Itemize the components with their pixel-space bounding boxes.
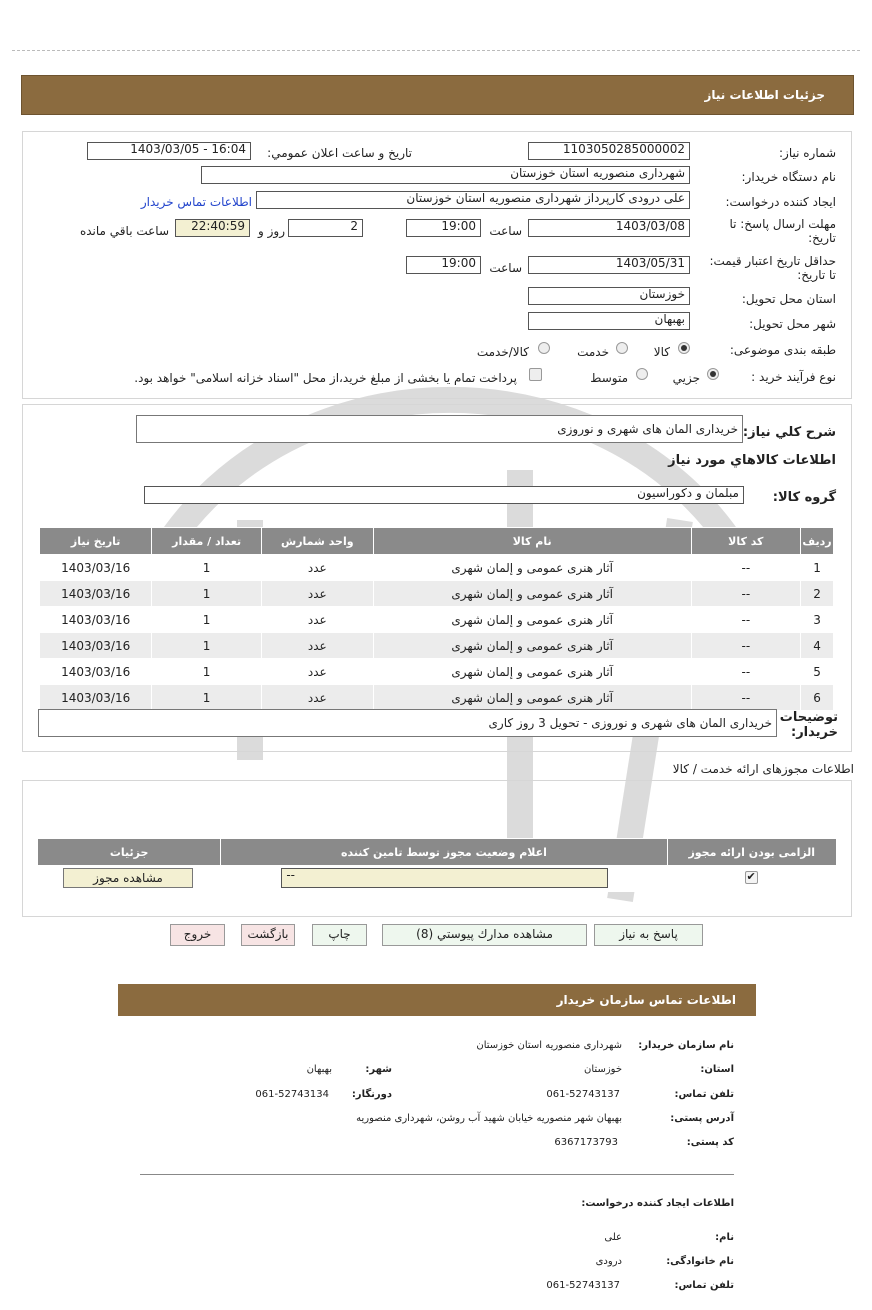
attachments-button[interactable]: مشاهده مدارك پيوستي (8) bbox=[382, 924, 587, 946]
print-button[interactable]: چاپ bbox=[312, 924, 367, 946]
address-label: آدرس پستی: bbox=[670, 1113, 734, 1124]
col-code: كد كالا bbox=[691, 528, 800, 555]
family-label: نام خانوادگی: bbox=[666, 1256, 734, 1267]
contact-divider bbox=[140, 1174, 734, 1175]
postal-label: كد پستی: bbox=[686, 1137, 734, 1148]
cell-unit: عدد bbox=[261, 607, 373, 633]
cell-row: 2 bbox=[801, 581, 834, 607]
radio-goods[interactable] bbox=[678, 342, 690, 354]
table-row bbox=[40, 581, 834, 607]
table-row bbox=[38, 866, 837, 892]
cell-row: 5 bbox=[801, 659, 834, 685]
province-contact-value: خوزستان bbox=[584, 1064, 622, 1075]
contact-header bbox=[118, 984, 756, 1016]
cell-date: 1403/03/16 bbox=[40, 581, 152, 607]
cell-name: آثار هنری عمومی و إلمان شهری bbox=[373, 685, 691, 711]
cell-row: 6 bbox=[801, 685, 834, 711]
creator-info-title: اطلاعات ايجاد كننده درخواست: bbox=[581, 1198, 734, 1209]
treasury-note: پرداخت تمام يا بخشی از مبلغ خريد،از محل "اسناد خزانه اسلامی" خواهد بود. bbox=[134, 371, 517, 385]
goods-table-header bbox=[40, 528, 834, 555]
view-permit-button[interactable]: مشاهده مجوز bbox=[63, 868, 193, 888]
cell-date: 1403/03/16 bbox=[40, 633, 152, 659]
cell-code: -- bbox=[691, 685, 800, 711]
days-field: 2 bbox=[288, 219, 363, 237]
province-contact-label: استان: bbox=[700, 1064, 734, 1075]
cell-name: آثار هنری عمومی و إلمان شهری bbox=[373, 581, 691, 607]
radio-service[interactable] bbox=[616, 342, 628, 354]
city-contact-label: شهر: bbox=[365, 1064, 392, 1075]
category-label: طبقه بندی موضوعی: bbox=[729, 343, 836, 357]
cell-date: 1403/03/16 bbox=[40, 555, 152, 581]
cell-code: -- bbox=[691, 659, 800, 685]
permits-table bbox=[37, 838, 837, 892]
col-required: الزامی بودن ارائه مجوز bbox=[667, 839, 836, 866]
remaining-time-field: 22:40:59 bbox=[175, 219, 250, 237]
creator-field: علی درودی کارپرداز شهرداری منصوریه استان خوزستان bbox=[256, 191, 690, 209]
validity-label: حداقل تاريخ اعتبار قيمت: تا تاريخ: bbox=[709, 254, 836, 282]
reply-button[interactable]: پاسخ به نياز bbox=[594, 924, 703, 946]
col-date: تاريخ نياز bbox=[40, 528, 152, 555]
goods-table bbox=[39, 527, 834, 711]
col-status: اعلام وضعيت مجوز توسط تامين كننده bbox=[221, 839, 667, 866]
family-value: درودی bbox=[595, 1256, 622, 1267]
need-description-label: شرح كلي نياز: bbox=[742, 425, 836, 440]
permit-status-field[interactable]: -- bbox=[281, 868, 608, 888]
buyer-org-label: نام دستگاه خريدار: bbox=[741, 170, 836, 184]
permit-required-checkbox[interactable] bbox=[745, 871, 758, 884]
creator-label: ايجاد كننده درخواست: bbox=[725, 195, 836, 209]
cell-unit: عدد bbox=[261, 685, 373, 711]
cell-qty: 1 bbox=[152, 685, 262, 711]
city-contact-value: بهبهان bbox=[306, 1064, 332, 1075]
need-number-label: شماره نياز: bbox=[779, 146, 836, 160]
cell-code: -- bbox=[691, 581, 800, 607]
cell-name: آثار هنری عمومی و إلمان شهری bbox=[373, 659, 691, 685]
announce-field: 1403/03/05 - 16:04 bbox=[87, 142, 251, 160]
province-field: خوزستان bbox=[528, 287, 690, 305]
contact-title: اطلاعات تماس سازمان خريدار bbox=[556, 993, 736, 1007]
permits-table-header bbox=[38, 839, 837, 866]
col-row: رديف bbox=[801, 528, 834, 555]
radio-small-purchase[interactable] bbox=[707, 368, 719, 380]
org-value: شهرداری منصوریه استان خوزستان bbox=[476, 1040, 622, 1051]
deadline-date-field: 1403/03/08 bbox=[528, 219, 690, 237]
table-row bbox=[40, 659, 834, 685]
org-label: نام سازمان خريدار: bbox=[638, 1040, 734, 1051]
postal-value: 6367173793 bbox=[554, 1137, 618, 1148]
cell-unit: عدد bbox=[261, 555, 373, 581]
cell-code: -- bbox=[691, 633, 800, 659]
city-label: شهر محل تحويل: bbox=[749, 317, 836, 331]
goods-group-label: گروه كالا: bbox=[772, 490, 836, 505]
name-value: علی bbox=[604, 1232, 622, 1243]
radio-goods-label: كالا bbox=[653, 345, 670, 359]
buyer-contact-link[interactable]: اطلاعات تماس خريدار bbox=[140, 195, 252, 209]
cell-unit: عدد bbox=[261, 633, 373, 659]
col-name: نام كالا bbox=[373, 528, 691, 555]
cell-row: 1 bbox=[801, 555, 834, 581]
cell-code: -- bbox=[691, 607, 800, 633]
permits-title: اطلاعات مجوزهای ارائه خدمت / كالا bbox=[672, 762, 854, 776]
days-label: روز و bbox=[258, 224, 285, 238]
cell-name: آثار هنری عمومی و إلمان شهری bbox=[373, 555, 691, 581]
cell-qty: 1 bbox=[152, 659, 262, 685]
col-unit: واحد شمارش bbox=[261, 528, 373, 555]
validity-time-label: ساعت bbox=[489, 261, 522, 275]
validity-time-field: 19:00 bbox=[406, 256, 481, 274]
need-number-field: 1103050285000002 bbox=[528, 142, 690, 160]
page-title: جزئيات اطلاعات نياز bbox=[704, 88, 825, 102]
cell-name: آثار هنری عمومی و إلمان شهری bbox=[373, 607, 691, 633]
cell-name: آثار هنری عمومی و إلمان شهری bbox=[373, 633, 691, 659]
radio-medium-label: متوسط bbox=[590, 371, 628, 385]
top-divider bbox=[12, 50, 860, 51]
exit-button[interactable]: خروج bbox=[170, 924, 225, 946]
fax-value: 061-52743134 bbox=[255, 1089, 329, 1100]
cell-row: 4 bbox=[801, 633, 834, 659]
col-details: جزئيات bbox=[38, 839, 221, 866]
deadline-time-field: 19:00 bbox=[406, 219, 481, 237]
city-field: بهبهان bbox=[528, 312, 690, 330]
col-qty: تعداد / مقدار bbox=[152, 528, 262, 555]
cell-unit: عدد bbox=[261, 659, 373, 685]
radio-small-label: جزيي bbox=[672, 371, 700, 385]
cell-qty: 1 bbox=[152, 633, 262, 659]
cell-code: -- bbox=[691, 555, 800, 581]
table-row bbox=[40, 633, 834, 659]
deadline-time-label: ساعت bbox=[489, 224, 522, 238]
cell-date: 1403/03/16 bbox=[40, 685, 152, 711]
deadline-label: مهلت ارسال پاسخ: تا تاريخ: bbox=[729, 217, 836, 245]
treasury-checkbox[interactable] bbox=[529, 368, 542, 381]
radio-service-label: خدمت bbox=[577, 345, 609, 359]
process-label: نوع فرآيند خريد : bbox=[751, 370, 836, 384]
cell-qty: 1 bbox=[152, 581, 262, 607]
creator-phone-label: تلفن تماس: bbox=[674, 1280, 734, 1291]
cell-date: 1403/03/16 bbox=[40, 607, 152, 633]
buyer-notes-field: خریداری المان های شهری و نوروزی - تحویل 3 روز کاری bbox=[38, 709, 777, 737]
radio-goods-service-label: كالا/خدمت bbox=[476, 345, 529, 359]
radio-goods-service[interactable] bbox=[538, 342, 550, 354]
remaining-label: ساعت باقي مانده bbox=[79, 224, 169, 238]
validity-date-field: 1403/05/31 bbox=[528, 256, 690, 274]
address-value: بهبهان شهر منصوریه خیابان شهید آب روشن، شهرداری منصوریه bbox=[356, 1113, 622, 1124]
buyer-notes-label: توضيحات خريدار: bbox=[779, 710, 838, 740]
page-header bbox=[21, 75, 854, 115]
cell-qty: 1 bbox=[152, 607, 262, 633]
table-row bbox=[40, 555, 834, 581]
goods-info-title: اطلاعات كالاهاي مورد نياز bbox=[668, 453, 836, 468]
table-row bbox=[40, 685, 834, 711]
name-label: نام: bbox=[715, 1232, 734, 1243]
cell-qty: 1 bbox=[152, 555, 262, 581]
back-button[interactable]: بازگشت bbox=[241, 924, 295, 946]
buyer-org-field: شهرداری منصوریه استان خوزستان bbox=[201, 166, 690, 184]
phone-value: 061-52743137 bbox=[546, 1089, 620, 1100]
cell-unit: عدد bbox=[261, 581, 373, 607]
check-icon: ✔ bbox=[746, 870, 756, 883]
table-row bbox=[40, 607, 834, 633]
cell-row: 3 bbox=[801, 607, 834, 633]
phone-label: تلفن تماس: bbox=[674, 1089, 734, 1100]
need-description-field: خریداری المان های شهری و نوروزی bbox=[136, 415, 743, 443]
announce-label: تاريخ و ساعت اعلان عمومي: bbox=[267, 146, 412, 160]
fax-label: دورنگار: bbox=[351, 1089, 392, 1100]
radio-medium-purchase[interactable] bbox=[636, 368, 648, 380]
cell-date: 1403/03/16 bbox=[40, 659, 152, 685]
goods-group-field: مبلمان و دکوراسیون bbox=[144, 486, 744, 504]
creator-phone-value: 061-52743137 bbox=[546, 1280, 620, 1291]
province-label: استان محل تحويل: bbox=[741, 292, 836, 306]
